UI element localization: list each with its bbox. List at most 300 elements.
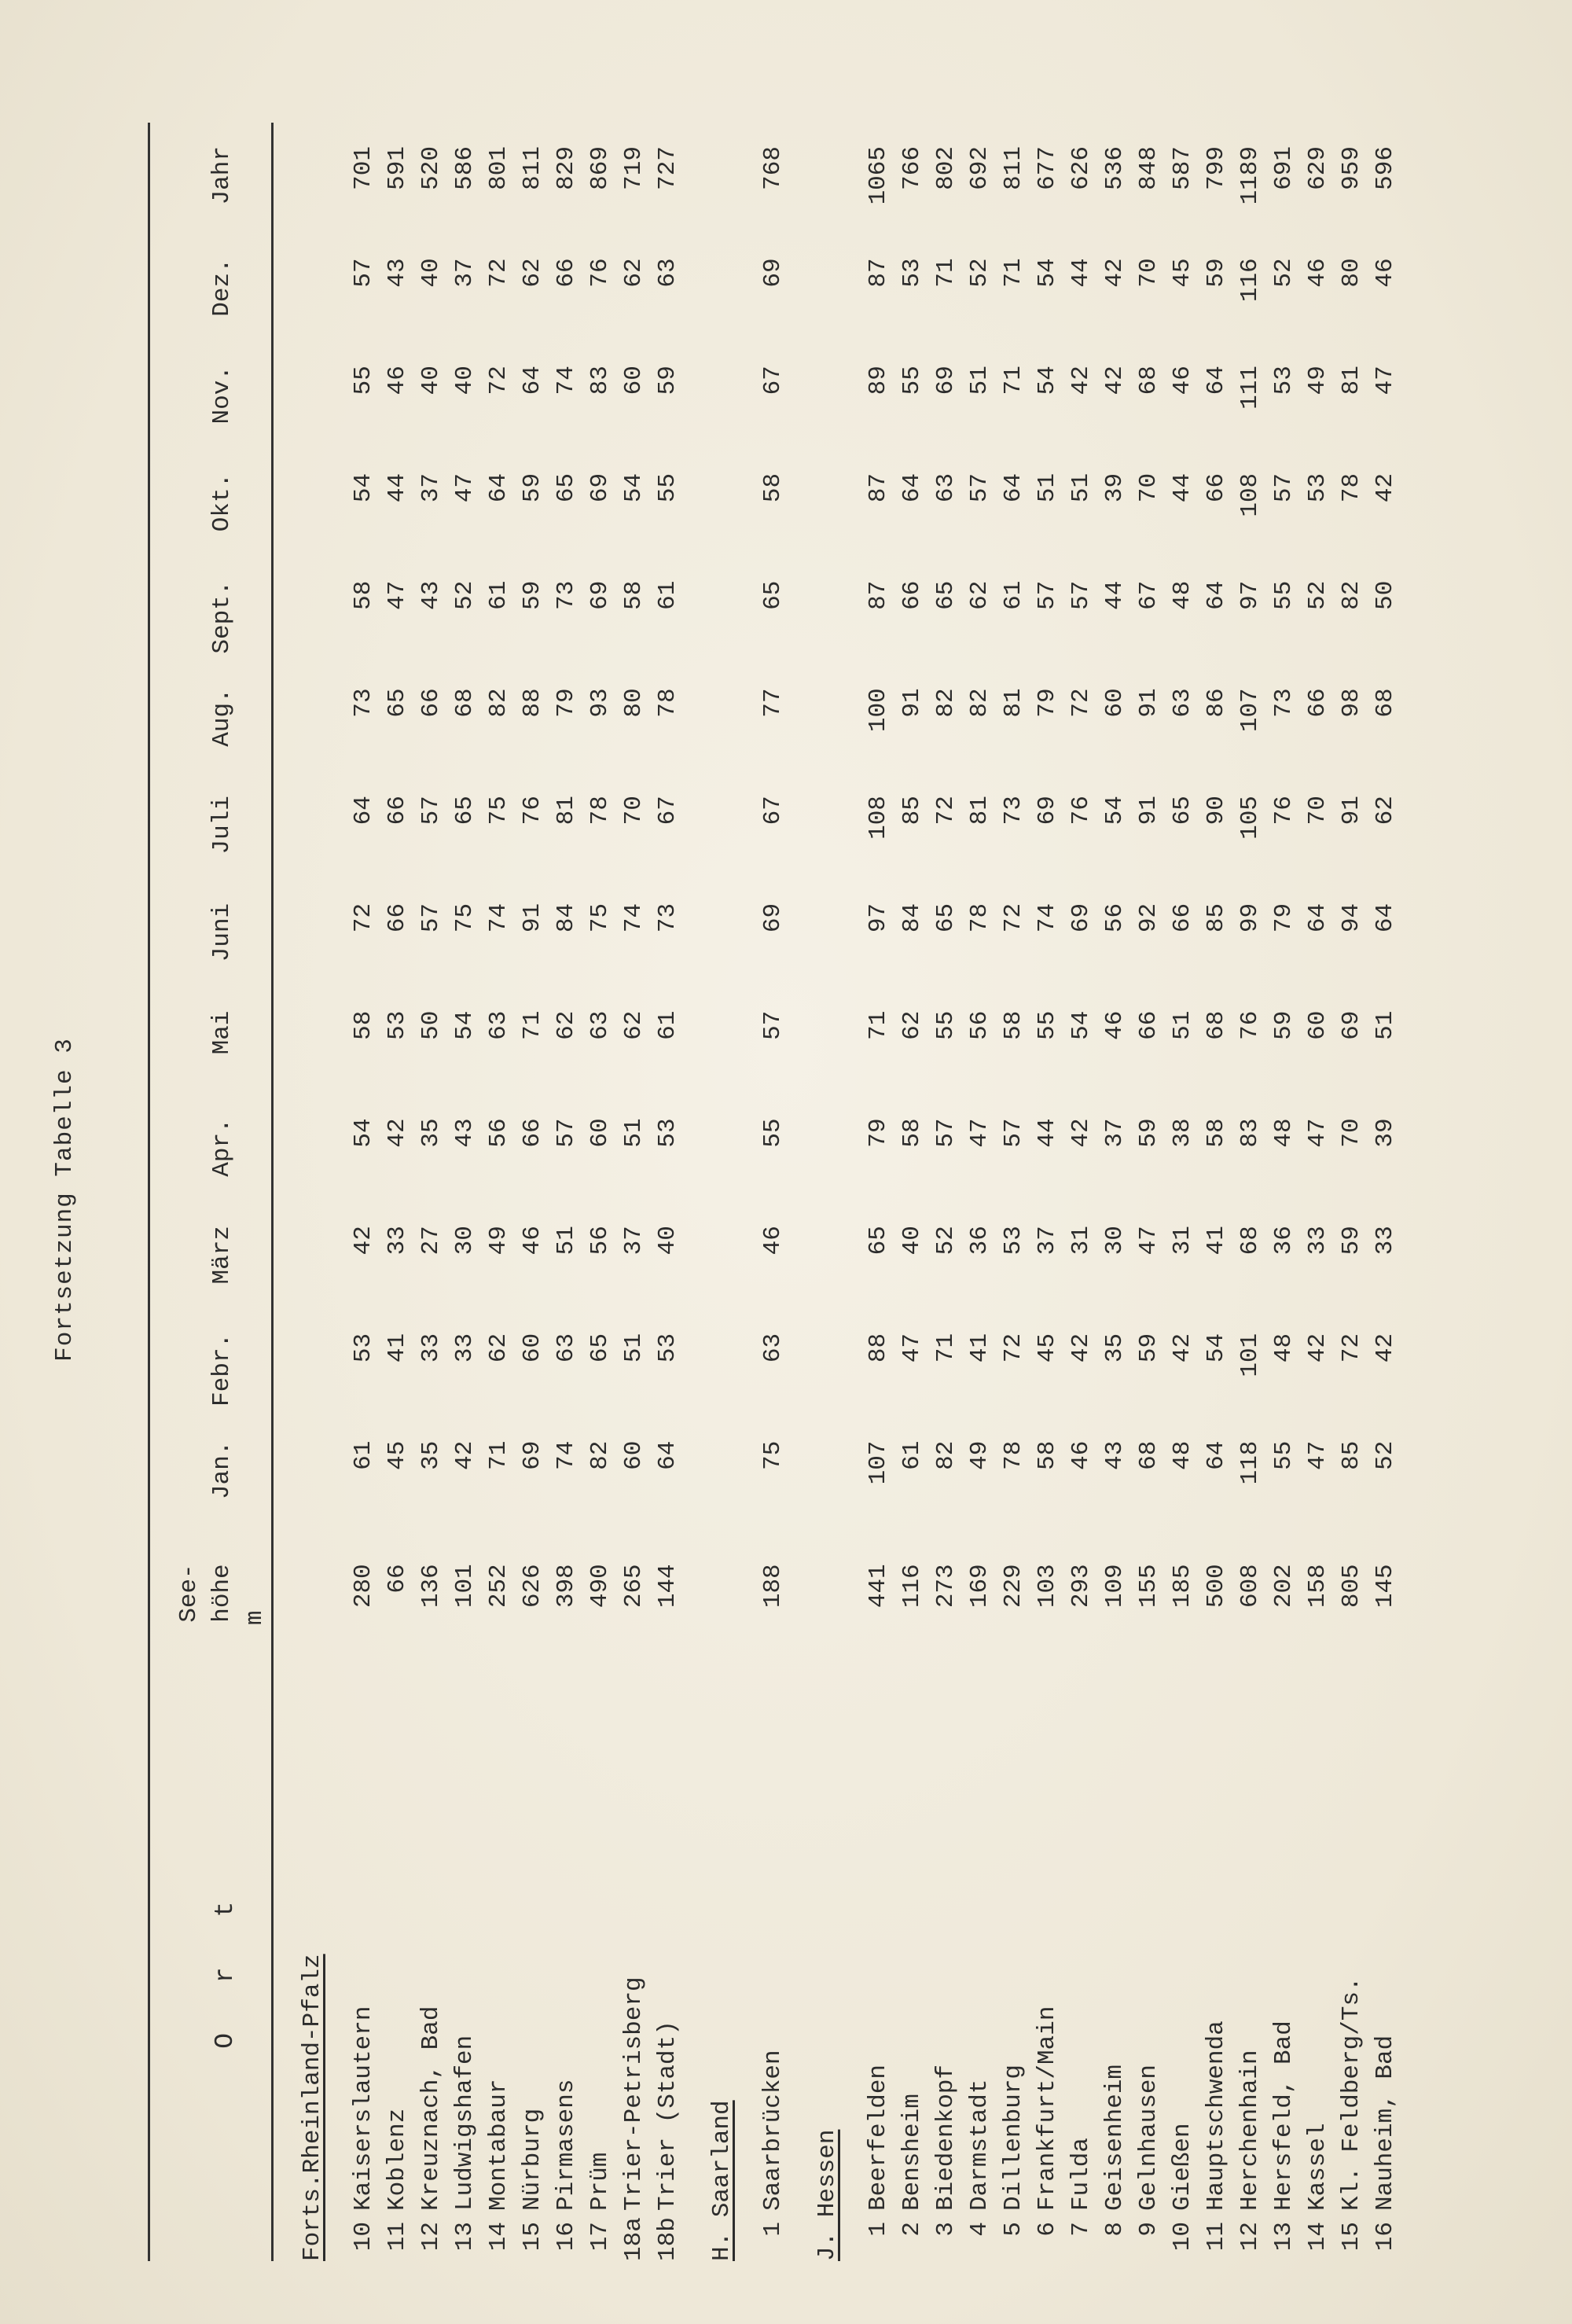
elevation-cell: 441 <box>865 1564 892 1609</box>
month-value-cell: 62 <box>553 1010 580 1040</box>
month-value-cell: 33 <box>1304 1226 1331 1256</box>
month-value-cell: 52 <box>932 1226 960 1256</box>
station-name: Koblenz <box>384 2108 411 2211</box>
precipitation-table <box>173 123 1399 2261</box>
month-value-cell: 72 <box>1338 1333 1365 1363</box>
month-value-cell: 55 <box>1270 580 1298 610</box>
month-value-cell: 85 <box>898 796 926 826</box>
month-value-cell: 94 <box>1338 903 1365 933</box>
elevation-cell: 109 <box>1101 1564 1129 1609</box>
month-value-cell: 62 <box>898 1010 926 1040</box>
month-value-cell: 33 <box>1372 1226 1399 1256</box>
month-value-cell: 46 <box>1067 1440 1095 1470</box>
station-number: 12 <box>1236 2222 1264 2252</box>
elevation-cell: 273 <box>932 1564 960 1609</box>
rotated-table-sheet <box>24 115 1548 2285</box>
month-value-cell: 69 <box>759 258 787 288</box>
month-value-cell: 50 <box>1372 580 1399 610</box>
table-row <box>1298 123 1331 2261</box>
month-value-cell: 47 <box>966 1118 994 1148</box>
month-value-cell: 111 <box>1236 366 1264 410</box>
month-value-cell: 67 <box>759 796 787 826</box>
month-value-cell: 37 <box>451 258 479 288</box>
month-value-cell: 57 <box>417 796 445 826</box>
station-name: Fulda <box>1067 2137 1095 2211</box>
month-value-cell: 61 <box>485 580 512 610</box>
month-value-cell: 48 <box>1270 1118 1298 1148</box>
header-seehoehe-unit: m <box>241 1610 269 1626</box>
month-value-cell: 45 <box>1169 258 1196 288</box>
month-value-cell: 40 <box>417 366 445 395</box>
month-value-cell: 54 <box>350 473 377 503</box>
month-value-cell: 70 <box>1304 796 1331 826</box>
month-value-cell: 82 <box>932 1440 960 1470</box>
month-value-cell: 61 <box>898 1440 926 1470</box>
month-value-cell: 75 <box>485 796 512 826</box>
month-value-cell: 108 <box>1236 473 1264 517</box>
elevation-cell: 229 <box>1000 1564 1027 1609</box>
month-value-cell: 52 <box>1372 1440 1399 1470</box>
header-top-rule <box>148 123 150 2261</box>
month-value-cell: 51 <box>1169 1010 1196 1040</box>
month-value-cell: 66 <box>553 258 580 288</box>
station-number: 13 <box>451 2222 479 2252</box>
station-name: Trier-Petrisberg <box>620 1977 648 2211</box>
month-value-cell: 57 <box>1000 1118 1027 1148</box>
year-total-cell: 727 <box>654 146 681 190</box>
month-value-cell: 68 <box>1135 366 1162 395</box>
month-value-cell: 87 <box>865 580 892 610</box>
elevation-cell: 293 <box>1067 1564 1095 1609</box>
elevation-cell: 185 <box>1169 1564 1196 1609</box>
station-number: 11 <box>1203 2222 1230 2252</box>
month-value-cell: 58 <box>620 580 648 610</box>
month-value-cell: 51 <box>1034 473 1061 503</box>
month-value-cell: 66 <box>417 688 445 718</box>
month-value-cell: 44 <box>1034 1118 1061 1148</box>
section-row <box>787 123 841 2261</box>
station-number: 1 <box>759 2222 787 2237</box>
station-number: 15 <box>519 2222 546 2252</box>
month-value-cell: 38 <box>1169 1118 1196 1148</box>
month-value-cell: 42 <box>1067 1333 1095 1363</box>
year-total-cell: 848 <box>1135 146 1162 190</box>
month-value-cell: 54 <box>1034 366 1061 395</box>
month-value-cell: 74 <box>553 1440 580 1470</box>
station-name: Nauheim, Bad <box>1372 2035 1399 2211</box>
month-value-cell: 105 <box>1236 796 1264 840</box>
header-month: Mai <box>208 1010 236 1055</box>
station-name: Nürburg <box>519 2108 546 2211</box>
month-value-cell: 35 <box>417 1118 445 1148</box>
month-value-cell: 70 <box>1135 473 1162 503</box>
year-total-cell: 1189 <box>1236 146 1264 205</box>
station-name: Bensheim <box>898 2094 926 2211</box>
month-value-cell: 79 <box>553 688 580 718</box>
month-value-cell: 77 <box>759 688 787 718</box>
month-value-cell: 89 <box>865 366 892 395</box>
month-value-cell: 67 <box>759 366 787 395</box>
year-total-cell: 829 <box>553 146 580 190</box>
month-value-cell: 91 <box>1135 688 1162 718</box>
month-value-cell: 45 <box>1034 1333 1061 1363</box>
month-value-cell: 71 <box>932 258 960 288</box>
month-value-cell: 78 <box>1000 1440 1027 1470</box>
station-number: 5 <box>1000 2222 1027 2237</box>
month-value-cell: 81 <box>553 796 580 826</box>
table-caption: Fortsetzung Tabelle 3 <box>51 1038 79 1362</box>
month-value-cell: 49 <box>1304 366 1331 395</box>
month-value-cell: 42 <box>1067 1118 1095 1148</box>
month-value-cell: 62 <box>1372 796 1399 826</box>
table-row <box>1230 123 1264 2261</box>
month-value-cell: 59 <box>1135 1118 1162 1148</box>
station-name: Kassel <box>1304 2123 1331 2211</box>
year-total-cell: 811 <box>1000 146 1027 190</box>
month-value-cell: 76 <box>1270 796 1298 826</box>
month-value-cell: 42 <box>1101 366 1129 395</box>
year-total-cell: 520 <box>417 146 445 190</box>
month-value-cell: 30 <box>1101 1226 1129 1256</box>
station-name: Kreuznach, Bad <box>417 2006 445 2211</box>
elevation-cell: 608 <box>1236 1564 1264 1609</box>
month-value-cell: 107 <box>1236 688 1264 733</box>
month-value-cell: 86 <box>1203 688 1230 718</box>
month-value-cell: 59 <box>1203 258 1230 288</box>
month-value-cell: 71 <box>932 1333 960 1363</box>
station-name: Saarbrücken <box>759 2050 787 2211</box>
table-row <box>1095 123 1129 2261</box>
month-value-cell: 40 <box>451 366 479 395</box>
year-total-cell: 801 <box>485 146 512 190</box>
month-value-cell: 72 <box>1067 688 1095 718</box>
station-number: 9 <box>1135 2222 1162 2237</box>
month-value-cell: 33 <box>384 1226 411 1256</box>
month-value-cell: 61 <box>654 580 681 610</box>
month-value-cell: 33 <box>417 1333 445 1363</box>
station-number: 8 <box>1101 2222 1129 2237</box>
month-value-cell: 76 <box>1067 796 1095 826</box>
table-row <box>1129 123 1162 2261</box>
elevation-cell: 202 <box>1270 1564 1298 1609</box>
month-value-cell: 118 <box>1236 1440 1264 1485</box>
month-value-cell: 58 <box>759 473 787 503</box>
elevation-cell: 252 <box>485 1564 512 1609</box>
month-value-cell: 46 <box>1304 258 1331 288</box>
month-value-cell: 62 <box>620 258 648 288</box>
month-value-cell: 82 <box>485 688 512 718</box>
month-value-cell: 57 <box>759 1010 787 1040</box>
month-value-cell: 53 <box>1000 1226 1027 1256</box>
year-total-cell: 587 <box>1169 146 1196 190</box>
elevation-cell: 626 <box>519 1564 546 1609</box>
month-value-cell: 39 <box>1101 473 1129 503</box>
month-value-cell: 46 <box>384 366 411 395</box>
elevation-cell: 103 <box>1034 1564 1061 1609</box>
month-value-cell: 55 <box>654 473 681 503</box>
month-value-cell: 82 <box>1338 580 1365 610</box>
month-value-cell: 54 <box>350 1118 377 1148</box>
station-name: Kl. Feldberg/Ts. <box>1338 1977 1365 2211</box>
month-value-cell: 84 <box>898 903 926 933</box>
year-total-cell: 626 <box>1067 146 1095 190</box>
section-row <box>681 123 736 2261</box>
month-value-cell: 47 <box>451 473 479 503</box>
year-total-cell: 629 <box>1304 146 1331 190</box>
month-value-cell: 74 <box>620 903 648 933</box>
month-value-cell: 46 <box>519 1226 546 1256</box>
header-month: Jan. <box>208 1440 236 1500</box>
month-value-cell: 60 <box>519 1333 546 1363</box>
month-value-cell: 72 <box>485 258 512 288</box>
month-value-cell: 54 <box>620 473 648 503</box>
table-row <box>960 123 994 2261</box>
month-value-cell: 59 <box>1135 1333 1162 1363</box>
month-value-cell: 41 <box>384 1333 411 1363</box>
month-value-cell: 57 <box>553 1118 580 1148</box>
table-row <box>614 123 648 2261</box>
month-value-cell: 42 <box>1372 473 1399 503</box>
month-value-cell: 30 <box>451 1226 479 1256</box>
month-value-cell: 51 <box>966 366 994 395</box>
month-value-cell: 92 <box>1135 903 1162 933</box>
month-value-cell: 91 <box>898 688 926 718</box>
month-value-cell: 78 <box>966 903 994 933</box>
month-value-cell: 61 <box>1000 580 1027 610</box>
month-value-cell: 64 <box>1000 473 1027 503</box>
month-value-cell: 53 <box>1304 473 1331 503</box>
month-value-cell: 52 <box>1270 258 1298 288</box>
table-row <box>445 123 479 2261</box>
month-value-cell: 64 <box>485 473 512 503</box>
month-value-cell: 39 <box>1372 1118 1399 1148</box>
month-value-cell: 60 <box>1101 688 1129 718</box>
month-value-cell: 90 <box>1203 796 1230 826</box>
month-value-cell: 98 <box>1338 688 1365 718</box>
month-value-cell: 81 <box>966 796 994 826</box>
month-value-cell: 55 <box>898 366 926 395</box>
month-value-cell: 58 <box>1203 1118 1230 1148</box>
header-ort: O r t <box>211 1884 240 2049</box>
year-total-cell: 802 <box>932 146 960 190</box>
month-value-cell: 65 <box>553 473 580 503</box>
header-seehoehe-line2: höhe <box>208 1564 236 1623</box>
month-value-cell: 42 <box>1067 366 1095 395</box>
elevation-cell: 116 <box>898 1564 926 1609</box>
month-value-cell: 87 <box>865 473 892 503</box>
table-row <box>1331 123 1365 2261</box>
month-value-cell: 70 <box>1135 258 1162 288</box>
month-value-cell: 72 <box>1000 1333 1027 1363</box>
month-value-cell: 44 <box>1067 258 1095 288</box>
month-value-cell: 73 <box>350 688 377 718</box>
month-value-cell: 80 <box>620 688 648 718</box>
table-row <box>1061 123 1095 2261</box>
year-total-cell: 536 <box>1101 146 1129 190</box>
station-name: Montabaur <box>485 2079 512 2211</box>
month-value-cell: 79 <box>865 1118 892 1148</box>
month-value-cell: 66 <box>1304 688 1331 718</box>
elevation-cell: 101 <box>451 1564 479 1609</box>
month-value-cell: 76 <box>1236 1010 1264 1040</box>
month-value-cell: 68 <box>1372 688 1399 718</box>
station-number: 16 <box>1372 2222 1399 2252</box>
month-value-cell: 87 <box>865 258 892 288</box>
month-value-cell: 37 <box>620 1226 648 1256</box>
month-value-cell: 42 <box>1101 258 1129 288</box>
month-value-cell: 27 <box>417 1226 445 1256</box>
month-value-cell: 42 <box>1304 1333 1331 1363</box>
header-seehoehe <box>173 1548 272 1671</box>
station-number: 17 <box>586 2222 614 2252</box>
month-value-cell: 43 <box>417 580 445 610</box>
month-value-cell: 46 <box>759 1226 787 1256</box>
month-value-cell: 75 <box>586 903 614 933</box>
month-value-cell: 63 <box>485 1010 512 1040</box>
month-value-cell: 57 <box>350 258 377 288</box>
month-value-cell: 59 <box>519 580 546 610</box>
month-value-cell: 40 <box>654 1226 681 1256</box>
month-value-cell: 75 <box>451 903 479 933</box>
elevation-cell: 145 <box>1372 1564 1399 1609</box>
month-value-cell: 57 <box>417 903 445 933</box>
month-value-cell: 64 <box>1203 1440 1230 1470</box>
month-value-cell: 42 <box>350 1226 377 1256</box>
month-value-cell: 59 <box>1270 1010 1298 1040</box>
month-value-cell: 68 <box>1203 1010 1230 1040</box>
year-total-cell: 596 <box>1372 146 1399 190</box>
header-month: Nov. <box>208 366 236 425</box>
month-value-cell: 74 <box>485 903 512 933</box>
month-value-cell: 116 <box>1236 258 1264 303</box>
table-body <box>272 123 1399 2261</box>
month-value-cell: 41 <box>1203 1226 1230 1256</box>
header-month: Okt. <box>208 473 236 532</box>
year-total-cell: 677 <box>1034 146 1061 190</box>
month-value-cell: 53 <box>654 1118 681 1148</box>
month-value-cell: 73 <box>1000 796 1027 826</box>
month-value-cell: 54 <box>1203 1333 1230 1363</box>
month-value-cell: 51 <box>553 1226 580 1256</box>
month-value-cell: 65 <box>384 688 411 718</box>
month-value-cell: 65 <box>586 1333 614 1363</box>
table-row <box>546 123 580 2261</box>
station-number: 16 <box>553 2222 580 2252</box>
month-value-cell: 72 <box>1000 903 1027 933</box>
table-row <box>1365 123 1399 2261</box>
elevation-cell: 136 <box>417 1564 445 1609</box>
month-value-cell: 49 <box>966 1440 994 1470</box>
month-value-cell: 66 <box>898 580 926 610</box>
station-number: 10 <box>350 2222 377 2252</box>
month-value-cell: 57 <box>966 473 994 503</box>
month-value-cell: 47 <box>1372 366 1399 395</box>
month-value-cell: 72 <box>485 366 512 395</box>
station-name: Gelnhausen <box>1135 2064 1162 2211</box>
elevation-cell: 490 <box>586 1564 614 1609</box>
month-value-cell: 42 <box>451 1440 479 1470</box>
station-number: 18a <box>620 2217 648 2261</box>
station-name: Kaiserslautern <box>350 2006 377 2211</box>
month-value-cell: 37 <box>1034 1226 1061 1256</box>
station-name: Beerfelden <box>865 2064 892 2211</box>
month-value-cell: 44 <box>1169 473 1196 503</box>
month-value-cell: 69 <box>759 903 787 933</box>
elevation-cell: 280 <box>350 1564 377 1609</box>
month-value-cell: 68 <box>1236 1226 1264 1256</box>
month-value-cell: 91 <box>1338 796 1365 826</box>
station-name: Hersfeld, Bad <box>1270 2021 1298 2211</box>
month-value-cell: 47 <box>898 1333 926 1363</box>
month-value-cell: 48 <box>1270 1333 1298 1363</box>
month-value-cell: 58 <box>898 1118 926 1148</box>
station-number: 14 <box>1304 2222 1331 2252</box>
month-value-cell: 62 <box>966 580 994 610</box>
header-year: Jahr <box>208 146 236 205</box>
station-number: 7 <box>1067 2222 1095 2237</box>
month-value-cell: 97 <box>865 903 892 933</box>
station-name: Pirmasens <box>553 2079 580 2211</box>
month-value-cell: 72 <box>350 903 377 933</box>
month-value-cell: 99 <box>1236 903 1264 933</box>
month-value-cell: 65 <box>932 903 960 933</box>
station-name: Hauptschwenda <box>1203 2021 1230 2211</box>
year-total-cell: 959 <box>1338 146 1365 190</box>
station-name: Dillenburg <box>1000 2064 1027 2211</box>
month-value-cell: 58 <box>350 1010 377 1040</box>
month-value-cell: 63 <box>759 1333 787 1363</box>
table-row <box>648 123 681 2261</box>
section-label: H. Saarland <box>708 2100 736 2261</box>
month-value-cell: 54 <box>451 1010 479 1040</box>
month-value-cell: 47 <box>1135 1226 1162 1256</box>
elevation-cell: 398 <box>553 1564 580 1609</box>
table-row <box>892 123 926 2261</box>
month-value-cell: 36 <box>966 1226 994 1256</box>
section-row <box>272 123 326 2261</box>
month-value-cell: 63 <box>654 258 681 288</box>
month-value-cell: 66 <box>384 796 411 826</box>
month-value-cell: 71 <box>1000 366 1027 395</box>
station-number: 11 <box>384 2222 411 2252</box>
station-name: Herchenhain <box>1236 2050 1264 2211</box>
month-value-cell: 40 <box>417 258 445 288</box>
month-value-cell: 52 <box>966 258 994 288</box>
month-value-cell: 64 <box>350 796 377 826</box>
month-value-cell: 53 <box>384 1010 411 1040</box>
header-month: Apr. <box>208 1118 236 1177</box>
year-total-cell: 766 <box>898 146 926 190</box>
month-value-cell: 91 <box>519 903 546 933</box>
elevation-cell: 169 <box>966 1564 994 1609</box>
month-value-cell: 78 <box>654 688 681 718</box>
year-total-cell: 692 <box>966 146 994 190</box>
station-name: Darmstadt <box>966 2079 994 2211</box>
month-value-cell: 72 <box>932 796 960 826</box>
month-value-cell: 42 <box>1372 1333 1399 1363</box>
year-total-cell: 691 <box>1270 146 1298 190</box>
table-row <box>377 123 411 2261</box>
month-value-cell: 67 <box>1135 580 1162 610</box>
month-value-cell: 64 <box>1372 903 1399 933</box>
month-value-cell: 93 <box>586 688 614 718</box>
year-total-cell: 1065 <box>865 146 892 205</box>
month-value-cell: 65 <box>932 580 960 610</box>
month-value-cell: 63 <box>932 473 960 503</box>
table-row <box>926 123 960 2261</box>
month-value-cell: 63 <box>586 1010 614 1040</box>
month-value-cell: 82 <box>932 688 960 718</box>
